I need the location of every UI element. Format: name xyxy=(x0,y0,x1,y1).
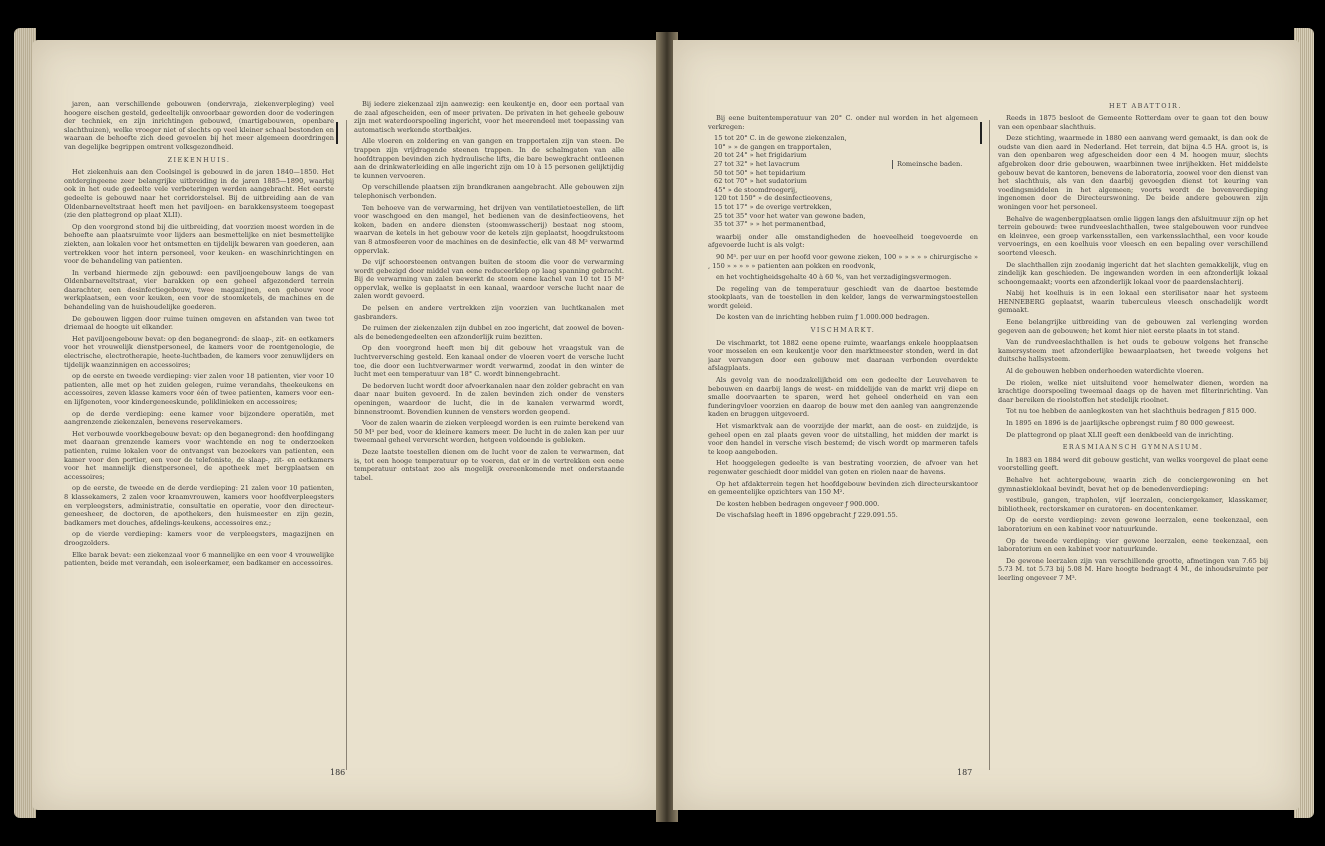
running-head: HET ABATTOIR. xyxy=(1109,102,1182,110)
paragraph: Eene belangrijke uitbreiding van de gebouwen zal verlenging worden gegeven aan de gebouwen; het komt hier niet eerste plaats in tot stand. xyxy=(998,318,1268,335)
paragraph: waarbij onder alle omstandigheden de hoeveelheid toegevoerde en afgevoerde lucht is als volgt: xyxy=(708,232,978,250)
paragraph: Voor de zalen waarin de zieken verpleegd worden is een ruimte berekend van 50 M³ per bed, voor de kleinere kamers meer. De lucht in de zalen kan per uur tweemaal geheel ververscht worden, hetgeen voldoende is gebleken. xyxy=(354,419,624,445)
paragraph: Alle vloeren en zoldering en van gangen en trapportalen zijn van steen. De trappen zijn vrijdragende steenen trappen. In de schalmgaten van alle hoofdtrappen bevinden zich hydraulische lifts, die bare bewegkracht ontleenen aan de drinkwaterleiding en alle ingericht zijn om 10 à 15 personen gelijktijdig te kunnen vervoeren. xyxy=(354,137,624,180)
section-heading: ERASMIAANSCH GYMNASIUM. xyxy=(1062,443,1204,452)
paragraph: Ten behoeve van de verwarming, het drijven van ventilatietoestellen, de lift voor waschgoed en den mangel, het bedienen van de desinfectieovens, het koken, baden en andere diensten (stoomwasscherij) bestaat nog stoom, waarvan de ketels in het gebouw voor de ketels zijn geplaatst, hoogdrukstoom van 8 atmosfeeren voor de machines en de desinfectie, elk van 48 M² verwarmd oppervlak. xyxy=(354,203,624,255)
paragraph: Bij eene buitentemperatuur van 20° C. onder nul worden in het algemeen verkregen: xyxy=(708,114,978,131)
paragraph: Nabij het koelhuis is in een lokaal een sterilisator naar het systeem HENNEBERG geplaatst, waarin tuberculeus vleesch onschadelijk wordt gemaakt. xyxy=(998,289,1268,315)
paragraph: Het verbouwde voorkbegebouw bevat: op den beganegrond: den hoofdingang met daaraan grenzende kamers voor wachtende en nog te onderzoeken patienten, ruime lokalen voor de ontvangst van bezoekers van patienten, een kamer voor den portier, een voor de telefoniste, de slaap-, zit- en eetkamers voor het mannelijk dienstpersoneel, de apotheek met bergplaatsen en accessoires; xyxy=(64,429,334,481)
paragraph: Het ziekenhuis aan den Coolsingel is gebouwd in de jaren 1840—1850. Het ontdergingeene zeer belangrijke uitbreiding in de jaren 1885—1890, waarbij ook in het oude gedeelte vele verbeteringen werden aangebracht. Het eerste gedeelte is gebouwd naar het corridorstelsel. Bij de uitbreiding aan de van Oldenbarneveltstraat heeft men het paviljoen- en barakkensysteem toegepast (zie den plattegrond op plaat XLII). xyxy=(64,168,334,220)
paragraph: Het paviljoengebouw bevat: op den beganegrond: de slaap-, zit- en eetkamers voor het vrouwelijk dienstpersoneel, de kamers voor de roentgenologie, de electrische, electrotherapie, heete-luchtbaden, de kamers voor zenuwlijders en tijdelijk waanzinnigen en accessoires; xyxy=(64,334,334,369)
right-page xyxy=(673,40,1300,810)
paragraph: Het hooggelegen gedeelte is van bestrating voorzien, de afvoer van het regenwater geschiedt door middel van goten en riolen naar de havens. xyxy=(708,459,978,476)
paragraph: Op den voorgrond stond bij die uitbreiding, dat voorzien moest worden in de behoefte aan plaatsruimte voor lijders aan besmettelijke en niet besmettelijke ziekten, aan lokalen voor het ontsmetten en tijdelijk bewaren van goederen, aan vertrekken voor het intern personeel, voor keuken- en waschinrichtingen en voor de behandeling van patienten. xyxy=(64,222,334,266)
section-heading: VISCHMARKT. xyxy=(810,326,876,335)
column-tick-mark xyxy=(336,122,338,144)
paragraph: De kosten hebben bedragen ongeveer ƒ 900.000. xyxy=(716,499,880,508)
paragraph: De kosten van de inrichting hebben ruim ƒ 1.000.000 bedragen. xyxy=(716,313,930,322)
table-row: 15 tot 20° C. in de gewone ziekenzalen, xyxy=(714,134,847,143)
paragraph: De gebouwen liggen door ruime tuinen omgeven en afstanden van twee tot driemaal de hoogte uit elkander. xyxy=(64,314,334,332)
paragraph: Als gevolg van de noodzakelijkheid om een gedeelte der Leuvehaven te bebouwen en daarbij langs de west- en middelijde van de markt vrij diepe en smalle doorvaarten te sparen, werd het geheel onderheid en van een funderingvloer voorzien en daarop de bouw met den aanleg van aangrenzende kaden en bruggen uitgevoerd. xyxy=(708,376,978,419)
page-number: 187 xyxy=(957,768,973,777)
paragraph: De vijf schoorsteenen ontvangen buiten de stoom die voor de verwarming wordt gebezigd door middel van eene reduceerklep op laag spanning gebracht. Bij de verwarming van zalen bewerkt de stoom eene kachel van 10 tot 15 M² oppervlak, welke is geplaatst in een kanaal, waardoor versche lucht naar de zalen wordt gevoerd. xyxy=(354,258,624,301)
paragraph: Van de rundveeslachthallen is het ouds te gebouw volgens het fransche kamersysteem met afzonderlijke bewaarplaatsen, het tweede volgens het duitsche hallsysteem. xyxy=(998,338,1268,364)
table-row: 20 tot 24° » het frigidarium xyxy=(714,151,807,160)
table-row: 120 tot 150° » de desinfectieovens, xyxy=(714,194,833,203)
paragraph: Reeds in 1875 besloot de Gemeente Rotterdam over te gaan tot den bouw van een openbaar slachthuis. xyxy=(998,114,1268,131)
table-row: 10° » » de gangen en trapportalen, xyxy=(714,142,832,151)
right-page-column-1 xyxy=(708,114,978,764)
paragraph: jaren, aan verschillende gebouwen (ondervraja, ziekenverpleging) veel hoogere eischen gesteld, gedeeltelijk onvoorbaar geworden door de voderingen der techniek, en zijn inrichtingen gebouwd, (martigebouwen, openbare slachthuizen), welke vroeger niet of slechts op veel kleiner schaal bestonden en waaraan de behoefte zich deed gevoelen bij het meer algemeen doordringen van degelijke begrippen omtrent volksgezondheid. xyxy=(64,100,334,151)
paragraph: In 1883 en 1884 werd dit gebouw gesticht, van welks voorgevel de plaat eene voorstelling geeft. xyxy=(998,455,1268,473)
paragraph: De plattegrond op plaat XLII geeft een denkbeeld van de inrichting. xyxy=(1006,430,1234,439)
paragraph: In 1895 en 1896 is de jaarlijksche opbrengst ruim ƒ 80 000 geweest. xyxy=(1006,419,1235,427)
left-page-column-2 xyxy=(354,100,624,750)
paragraph: De bedorven lucht wordt door afvoerkanalen naar den zolder gebracht en van daar naar buiten gevoerd. In de zalen bevinden zich onder de vensters openingen, waardoor de lucht, die in de kanalen verwarmd wordt, binnenstroomt. Bovendien kunnen de vensters worden geopend. xyxy=(354,381,624,416)
paragraph: Op verschillende plaatsen zijn brandkranen aangebracht. Alle gebouwen zijn telephonisch verbonden. xyxy=(354,183,624,200)
paragraph: De ruimen der ziekenzalen zijn dubbel en zoo ingericht, dat zoowel de boven- als de benedengedeelten een afzonderlijk ruim bezitten. xyxy=(354,324,624,341)
table-row: 45° » de stoomdroogerij, xyxy=(714,185,798,194)
paragraph: Elke barak bevat: een ziekenzaal voor 6 mannelijke en een voor 4 vrouwelijke patienten, beide met verandah, een isoleerkamer, een badkamer en accessoires. xyxy=(64,550,334,568)
table-brace-note: Romeinsche baden. xyxy=(892,160,962,169)
paragraph: op de derde verdieping: eene kamer voor bijzondere operatiën, met aangrenzende ziekenzalen, benevens reservekamers. xyxy=(64,409,334,427)
paragraph: Op het afdakterrein tegen het hoofdgebouw bevinden zich directeurskantoor en gemeentelijke opzichters van 150 M². xyxy=(708,479,978,497)
paragraph: De gewone leerzalen zijn van verschillende grootte, afmetingen van 7.65 bij 5.73 M. tot 5.73 bij 5.08 M. Hare hoogte bedraagt 4 M., de inhoudsruimte per leerling ongeveer 7 M³. xyxy=(998,556,1268,582)
table-row: 35 tot 37° » » het permanentbad, xyxy=(714,220,826,229)
paragraph: Behalve de wagenbergplaatsen omlie liggen langs den afsluitmuur zijn op het terrein gebouwd: twee rundveeslachthallen, twee stalgebouwen voor rundvee en kleinvee, een groep varkensstallen, een varkensslachthal, een voor koude vervoerings, en een koelhuis voor vleesch en een bepaling over verschillend soortend vleesch. xyxy=(998,214,1268,257)
paragraph: De slachthallen zijn zoodanig ingericht dat het slachten gemakkelijk, vlug en zindelijk kan geschieden. De ingewanden worden in een afzonderlijk lokaal schoongemaakt; voorts een afzonderlijk lokaal voor de paardenslachterij. xyxy=(998,260,1268,286)
paragraph: 90 M³. per uur en per hoofd voor gewone zieken, 100 » » » » » chirurgische » , 150 » » » » » patienten aan pokken en roodvonk, xyxy=(708,252,978,270)
paragraph: vestibule, gangen, trapholen, vijf leerzalen, conciergekamer, klasskamer, bibliotheek, rectorskamer en curatoren- en docentenkamer. xyxy=(998,496,1268,513)
paragraph: Deze stichting, waarmede in 1880 een aanvang werd gemaakt, is dan ook de oudste van dien aard in Nederland. Het terrein, dat bijna 4.5 HA. groot is, is van den openbaren weg afgescheiden door een 4 M. hoogen muur, slechts afgebroken door drie gebouwen, waarbinnen twee inrijhekken. Het middelste gebouw bevat de kantoren, benevens de laboratoria, zoowel voor den dienst van het slachthuis, als van den daarbij gevoegden dienst tot keuring van voedingsmiddelen in het algemeen; voorts wordt de bovenverdieping ingenomen door de Directeurswoning. De beide andere gebouwen zijn woningen voor het personeel. xyxy=(998,134,1268,211)
column-rule xyxy=(346,120,347,770)
paragraph: en het vochtigheidsgehalte 40 à 60 %, van het verzadigingsvermogen. xyxy=(716,273,952,282)
paragraph: De pelsen en andere vertrekken zijn voorzien van luchtkanalen met gasbranders. xyxy=(354,304,624,321)
paragraph: op de vierde verdieping: kamers voor de verpleegsters, magazijnen en droogzolders. xyxy=(64,530,334,547)
paragraph: De vischafslag heeft in 1896 opgebracht ƒ 229.091.55. xyxy=(716,511,898,520)
paragraph: Bij iedere ziekenzaal zijn aanwezig: een keukentje en, door een portaal van de zaal afgescheiden, een of meer privaten. De privaten in het geheele gebouw zijn met waterdoorspoeling ingericht, voor het meerendeel met toepassing van automatisch werkende stortbakjes. xyxy=(354,100,624,134)
paragraph: op de eerste, de tweede en de derde verdieping: 21 zalen voor 10 patienten, 8 klassekamers, 2 zalen voor kraamvrouwen, kamers voor hoofdverpleegsters en verpleegsters, administratie, consultatie en operatie, voor den directeur-geneesheer, de doctoren, de apothekers, den huismeester en zijn gezin, badkamers met douches, afdelings-keukens, accessoires enz.; xyxy=(64,484,334,527)
paragraph: In verband hiermede zijn gebouwd: een paviljoengebouw langs de van Oldenbarneveltstraat, vier barakken op een geheel afgezonderd terrein daarachter, een desinfectiegebouw, twee magazijnen, een gebouw voor werkplaatsen, een voor keuken, een voor de stoomketels, de machines en de behandeling van de huishoudelijke goederen. xyxy=(64,268,334,312)
paragraph: Deze laatste toestellen dienen om de lucht voor de zalen te verwarmen, dat is, tot een hooge temperatuur op te voeren, dat er in de vertrekken een eene temperatuur ontstaat zoo als mogelijk overeenkomende met onderstaande tabel. xyxy=(354,447,624,482)
page-number: 186 xyxy=(330,768,346,777)
table-row: 27 tot 32° » het lavacrum xyxy=(714,159,800,168)
paragraph: Op de tweede verdieping: vier gewone leerzalen, eene teekenzaal, een laboratorium en een kabinet voor natuurkunde. xyxy=(998,536,1268,554)
paragraph: Al de gebouwen hebben onderhoeden waterdichte vloeren. xyxy=(1006,367,1204,376)
table-row: 62 tot 70° » het sudatorium xyxy=(714,177,807,186)
paragraph: Het vismarktvak aan de voorzijde der markt, aan de oost- en zuidzijde, is geheel open en zal plaats geven voor de uitstalling, het midden der markt is voor den handel in versche visch bestemd; de visch wordt op marmeren tafels te koop aangeboden. xyxy=(708,422,978,456)
paragraph: op de eerste en tweede verdieping: vier zalen voor 18 patienten, vier voor 10 patienten, alle met op het zuiden gelegen, ruime verandahs, theekeukens en accessoires, zeven klasse kamers voor één of twee patienten, kamers voor een- en lijfgenoten, voor kindergeneeskunde, poliklinieken en accessoires; xyxy=(64,372,334,406)
paragraph: De riolen, welke niet uitsluitend voor hemelwater dienen, worden na krachtige doorspoeling tweemaal daags op de haven met filterinrichting. Van daar bereiken de rioolstoffen het stedelijk rioolnet. xyxy=(998,378,1268,404)
left-page xyxy=(32,40,662,810)
table-row: 15 tot 17° » de overige vertrekken, xyxy=(714,202,832,211)
table-row: 50 tot 50° » het tepidarium xyxy=(714,168,806,177)
column-rule xyxy=(989,120,990,770)
column-tick-mark xyxy=(980,122,982,144)
paragraph: Tot nu toe hebben de aanlegkosten van het slachthuis bedragen ƒ 815 000. xyxy=(1006,407,1257,416)
paragraph: Behalve het achtergebouw, waarin zich de conciergewoning en het gymnastieklokaal bevindt, bevat het op de benedenverdieping: xyxy=(998,475,1268,493)
book-spread xyxy=(8,10,1320,830)
temperature-table xyxy=(714,134,978,229)
paragraph: Op den voorgrond heeft men bij dit gebouw het vraagstuk van de luchtverversching gesteld. Een kanaal onder de vloeren voert de versche lucht toe, die door een luchtverwarmer wordt verwarmd, zoodat in den winter de lucht met een temperatuur van 18° C. wordt binnengebracht. xyxy=(354,344,624,379)
paragraph: De vischmarkt, tot 1882 eene opene ruimte, waarlangs enkele hoopplaatsen voor mosselen en een keukentje voor den marktmeester stonden, werd in dat jaar vervangen door een gebouw met daaraan verbonden overdekte afslagplaats. xyxy=(708,338,978,373)
left-page-column-1 xyxy=(64,100,334,750)
section-heading: ZIEKENHUIS. xyxy=(167,155,231,164)
paragraph: Op de eerste verdieping: zeven gewone leerzalen, eene teekenzaal, een laboratorium en een kabinet voor natuurkunde. xyxy=(998,516,1268,533)
table-row: 25 tot 35° voor het water van gewone baden, xyxy=(714,211,866,220)
right-page-column-2 xyxy=(998,114,1268,764)
paragraph: De regeling van de temperatuur geschiedt van de daartoe bestemde stookplaats, van de toestellen in den kelder, langs de verwarmingstoestellen wordt geleid. xyxy=(708,284,978,310)
